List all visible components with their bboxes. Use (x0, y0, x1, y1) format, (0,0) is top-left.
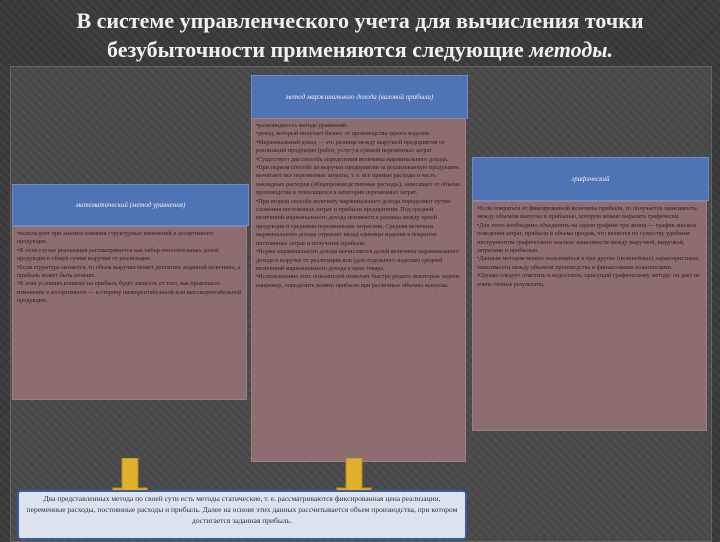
marginal-item: •Маржинальный доход — это разница между выручкой предприятия от реализации продукции (работ, услуг) и суммой переменных затрат. (256, 138, 445, 155)
marginal-method-body (251, 118, 466, 462)
graphic-method-heading: графический (472, 157, 709, 201)
marginal-item: •Норма маржинального дохода вычисляется долей величины маржинального дохода в выручке от реализации или (для отдельного изделия) средней величиной маржинального дохода в цене товара. (256, 248, 460, 272)
slide-title (20, 6, 700, 64)
graphic-item: •Данным методом можно пользоваться и при других (нелинейных) характеристиках зависимости между объемом производства и финансовыми показателями. (477, 255, 699, 271)
math-item: •Если структура меняется, то объем выручки может достигать заданной величины, а прибыль может быть меньше. (17, 263, 241, 280)
marginal-item: •Использование этих показателей помогает быстро решать некоторые задачи: например, определить размер прибыли при различных объемах выпуска. (256, 273, 461, 289)
graphic-method-body (472, 201, 707, 431)
graphic-item: •Если опираться от фиксированной величины прибыли, то получается зависимость между объемом выпуска и прибылью, которую можно выразить графически. (477, 205, 697, 221)
marginal-item: •При втором способе величину маржинального дохода определяют путем сложения постоянных затрат и прибыли предприятия. Под средней величиной маржинального дохода понимается разница между ценой продукции и средними переменными затратами. Средняя величина маржинального дохода отражает вклад единицы изделия в покрытие постоянных затрат и получение прибыли. (256, 197, 451, 247)
marginal-item: •доход, который получает бизнес от производства одного изделия. (256, 130, 431, 138)
title-line-2-main: безубыточности применяются следующие (107, 37, 530, 62)
math-item: •используют при анализе влияния структурных изменений в ассортименте продукции. (17, 230, 214, 246)
marginal-method-heading: метод маржинального дохода (валовой прибыли) (251, 75, 468, 119)
summary-footer: Два представленных метода по своей сути есть методы статические, т. е. рассматриваются фиксированная цена реализации, переменные расходы, постоянные расходы и прибыль. Далее на основе этих данных рассчитывается объем производства, при котором достигается заданная прибыль. (17, 490, 467, 540)
math-method-body (12, 226, 247, 400)
title-line-2-italic: методы. (529, 37, 613, 62)
math-item: •В этих условиях влияние на прибыль будет зависеть от того, как произошло изменение в ассортименте — в сторону низкорентабельной или высокорентабельной продукции. (17, 280, 242, 305)
title-line-2 (20, 35, 700, 64)
graphic-item: •Однако следует отметить и недостаток, присущий графическому методу: он дает не очень точные результаты. (477, 272, 700, 288)
math-method-heading: математический (метод уравнения) (12, 184, 249, 226)
marginal-item: •разновидность метода уравнений. (256, 122, 348, 129)
title-line-1: В системе управленческого учета для вычисления точки (76, 8, 644, 33)
marginal-item: •Существует два способа определения величины маржинального дохода. (256, 155, 449, 163)
math-item: •В этом случае реализация рассматривается как набор относительных долей продукции в общей сумме выручки от реализации. (17, 246, 219, 263)
graphic-item: •Для этого необходимо объединить на одном графике три линии — график анализа поведения затрат, прибыли и объема продаж, что является по существу удобным инструментом графического анализа зависимости между выручкой, выручкой, затратами и прибылью. (477, 221, 697, 255)
marginal-item: •При первом способе из выручки предприятия за реализованную продукцию вычитают все переменные затраты, т. е. все прямые расходы и часть накладных расходов (общепроизводственные расходы), зависящих от объема производства и относящихся к категории переменных затрат. (256, 164, 460, 197)
